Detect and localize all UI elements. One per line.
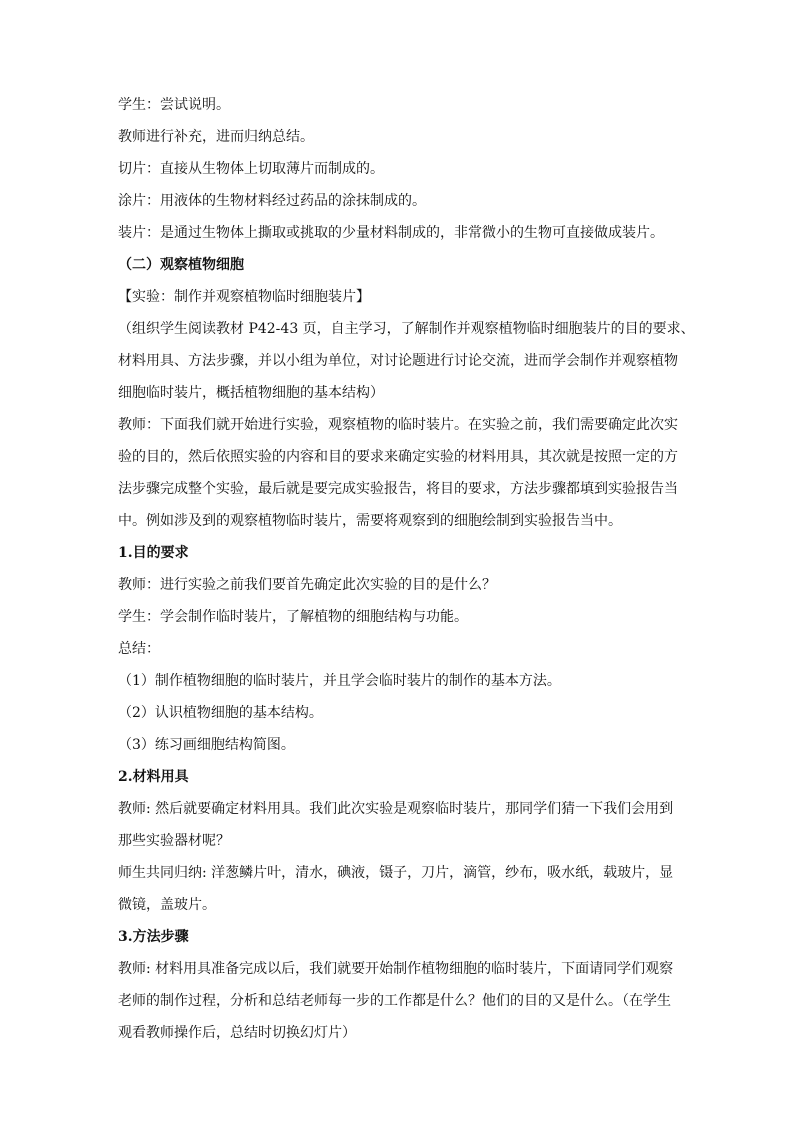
- paragraph: 切片：直接从生物体上切取薄片而制成的。: [118, 161, 384, 177]
- paragraph: 教师：进行实验之前我们要首先确定此次实验的目的是什么？: [118, 577, 496, 593]
- section-heading: （二）观察植物细胞: [118, 257, 244, 273]
- paragraph: 观看教师操作后，总结时切换幻灯片）: [118, 1025, 356, 1041]
- paragraph: 学生：尝试说明。: [118, 97, 230, 113]
- paragraph: 师生共同归纳: 洋葱鳞片叶，清水，碘液，镊子，刀片，滴管，纱布，吸水纸，载玻片，显: [118, 865, 674, 881]
- paragraph: 老师的制作过程，分析和总结老师每一步的工作都是什么？他们的目的又是什么。（在学生: [118, 993, 671, 1009]
- list-item: （1）制作植物细胞的临时装片，并且学会临时装片的制作的基本方法。: [118, 673, 561, 689]
- paragraph: 装片：是通过生物体上撕取或挑取的少量材料制成的，非常微小的生物可直接做成装片。: [118, 225, 664, 241]
- paragraph: 教师: 材料用具准备完成以后，我们就要开始制作植物细胞的临时装片，下面请同学们观察: [118, 961, 674, 977]
- paragraph: 教师进行补充，进而归纳总结。: [118, 129, 314, 145]
- paragraph: 教师：下面我们就开始进行实验，观察植物的临时装片。在实验之前，我们需要确定此次实: [118, 417, 678, 433]
- paragraph: 学生：学会制作临时装片，了解植物的细胞结构与功能。: [118, 609, 468, 625]
- paragraph: 中。例如涉及到的观察植物临时装片，需要将观察到的细胞绘制到实验报告当中。: [118, 513, 622, 529]
- paragraph: 材料用具、方法步骤，并以小组为单位，对讨论题进行讨论交流，进而学会制作并观察植物: [118, 353, 678, 369]
- paragraph: 那些实验器材呢？: [118, 833, 230, 849]
- section-heading: 2.材料用具: [118, 769, 189, 785]
- paragraph: 法步骤完成整个实验，最后就是要完成实验报告，将目的要求，方法步骤都填到实验报告当: [118, 481, 678, 497]
- paragraph: 验的目的，然后依照实验的内容和目的要求来确定实验的材料用具，其次就是按照一定的方: [118, 449, 678, 465]
- list-item: （2）认识植物细胞的基本结构。: [118, 705, 323, 721]
- paragraph: 微镜，盖玻片。: [118, 897, 216, 913]
- paragraph: （组织学生阅读教材 P42-43 页，自主学习，了解制作并观察植物临时细胞装片的目的要求、: [118, 321, 695, 337]
- experiment-title: 【实验：制作并观察植物临时细胞装片】: [118, 289, 370, 305]
- paragraph: 细胞临时装片，概括植物细胞的基本结构）: [118, 385, 384, 401]
- paragraph: 涂片：用液体的生物材料经过药品的涂抹制成的。: [118, 193, 426, 209]
- section-heading: 1.目的要求: [118, 545, 189, 561]
- section-heading: 3.方法步骤: [118, 929, 189, 945]
- paragraph: 总结：: [118, 641, 160, 657]
- list-item: （3）练习画细胞结构简图。: [118, 737, 295, 753]
- paragraph: 教师: 然后就要确定材料用具。我们此次实验是观察临时装片，那同学们猜一下我们会用到: [118, 801, 674, 817]
